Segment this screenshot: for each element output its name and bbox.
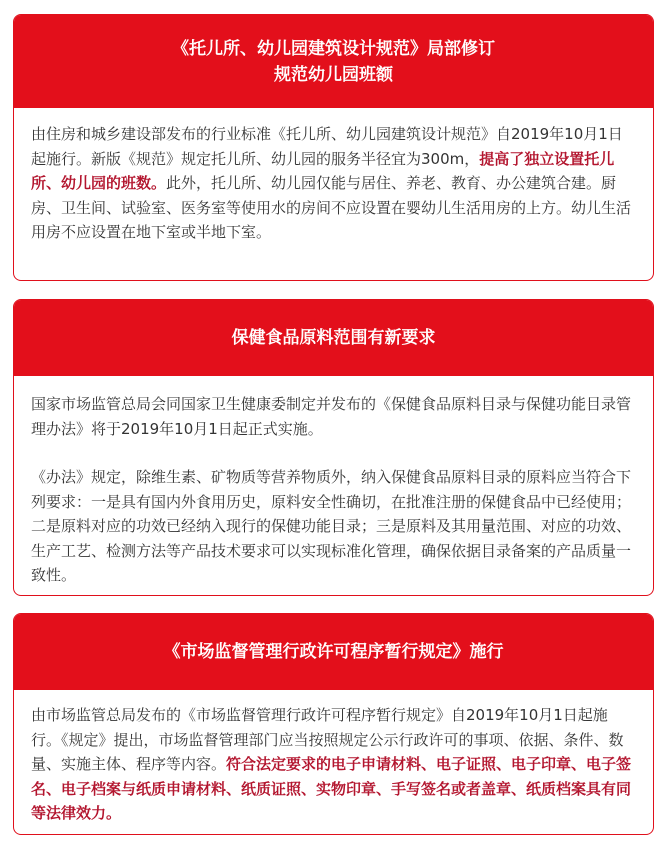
card-title-line: 保健食品原料范围有新要求 bbox=[231, 328, 436, 348]
card-paragraph: 《办法》规定，除维生素、矿物质等营养物质外，纳入保健食品原料目录的原料应当符合下列要求：一是具有国内外食用历史，原料安全性确切，在批准注册的保健食品中已经使用；二是原料对应的功效已经纳入现行的保健功能目录；三是原料及其用量范围、对应的功效、生产工艺、检测方法等产品技术要求可以实现标准化管理，确保依据目录备案的产品质量一致性。 bbox=[31, 468, 632, 584]
card-header bbox=[14, 614, 653, 690]
paragraph-text: 由市场监管总局发布的《市场监督管理行政许可程序暂行规定》自2019年10月1日起施行。《规定》提出，市场监督管理部门应当按照规定公示行政许可的事项、依据、条件、数量、实施主体、程序等内容。 bbox=[31, 706, 624, 773]
card-title-line: 《市场监督管理行政许可程序暂行规定》施行 bbox=[163, 642, 504, 662]
card-body bbox=[14, 108, 653, 245]
paragraph-text: 由住房和城乡建设部发布的行业标准《托儿所、幼儿园建筑设计规范》自2019年10月1日起施行。新版《规范》规定托儿所、幼儿园的服务半径宜为300m， bbox=[31, 125, 623, 168]
policy-card-health-food bbox=[13, 299, 654, 596]
card-header bbox=[14, 300, 653, 376]
card-body bbox=[14, 376, 653, 588]
card-title-line: 规范幼儿园班额 bbox=[274, 64, 393, 85]
card-paragraph: 国家市场监管总局会同国家卫生健康委制定并发布的《保健食品原料目录与保健功能目录管理办法》将于2019年10月1日起正式实施。 bbox=[31, 395, 632, 438]
card-body bbox=[14, 690, 653, 826]
policy-card-kindergarten bbox=[13, 14, 654, 281]
card-paragraph bbox=[31, 703, 637, 826]
paragraph-text: 此外，托儿所、幼儿园仅能与居住、养老、教育、办公建筑合建。厨房、卫生间、试验室、医务室等使用水的房间不应设置在婴幼儿生活用房的上方。幼儿生活用房不应设置在地下室或半地下室。 bbox=[31, 174, 632, 241]
card-header bbox=[14, 15, 653, 108]
policy-card-admin-license bbox=[13, 613, 654, 835]
paragraph-gap bbox=[31, 441, 637, 465]
highlighted-text: 提高了独立设置托儿所、幼儿园的班数。 bbox=[31, 149, 615, 192]
card-paragraph bbox=[31, 122, 637, 245]
highlighted-text: 符合法定要求的电子申请材料、电子证照、电子印章、电子签名、电子档案与纸质申请材料、纸质证照、实物印章、手写签名或者盖章、纸质档案具有同等法律效力。 bbox=[31, 755, 632, 822]
card-title-line: 《托儿所、幼儿园建筑设计规范》局部修订 bbox=[172, 38, 495, 59]
